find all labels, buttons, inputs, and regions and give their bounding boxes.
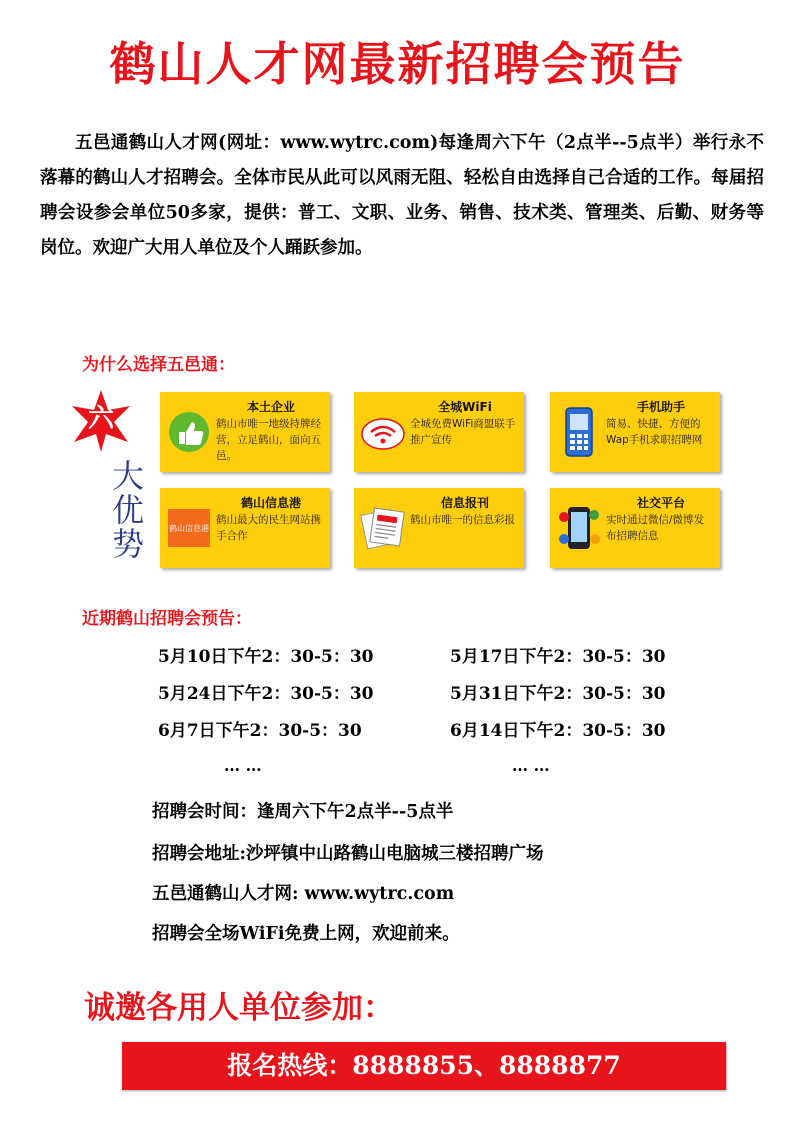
card-description: 简易、快捷、方便的Wap手机求职招聘网 — [606, 418, 703, 446]
card-heshan-info-port — [160, 488, 330, 568]
fair-date: 5月24日下午2：30-5：30 — [158, 684, 374, 704]
card-description: 全城免费WiFi商盟联手推广宣传 — [410, 418, 516, 446]
info-port-logo — [166, 498, 212, 558]
page-title: 鹤山人才网最新招聘会预告 — [109, 37, 686, 91]
wifi-icon — [360, 402, 406, 462]
fair-time: 招聘会时间：逢周六下午2点半--5点半 — [152, 802, 454, 822]
card-title: 本土企业 — [246, 400, 295, 414]
six-advantages-emblem — [66, 388, 156, 578]
hotline-banner: 报名热线：8888855、8888877 — [122, 1042, 726, 1090]
fair-date: 6月7日下午2：30-5：30 — [158, 721, 362, 741]
six-word-1: 大 — [112, 457, 145, 495]
date-row — [0, 642, 795, 672]
card-title: 鹤山信息港 — [240, 496, 301, 510]
card-title: 社交平台 — [636, 496, 685, 510]
why-choose-heading: 为什么选择五邑通： — [82, 355, 235, 375]
card-mobile-assistant — [550, 392, 720, 472]
card-social-platform — [550, 488, 720, 568]
fair-date: 6月14日下午2：30-5：30 — [450, 721, 666, 741]
card-title: 全城WiFi — [438, 400, 492, 414]
fair-address: 招聘会地址:沙坪镇中山路鹤山电脑城三楼招聘广场 — [152, 844, 544, 864]
mobile-phone-icon — [556, 402, 602, 462]
card-local-enterprise — [160, 392, 330, 472]
card-description: 实时通过微信/微博发布招聘信息 — [606, 514, 705, 542]
card-title: 手机助手 — [636, 400, 685, 414]
fair-date: 5月17日下午2：30-5：30 — [450, 647, 666, 667]
invite-heading: 诚邀各用人单位参加： — [84, 990, 394, 1026]
date-row — [0, 679, 795, 709]
six-word-3: 势 — [112, 525, 145, 563]
info-port-logo-text: 鹤山信息港 — [169, 524, 209, 533]
fair-date: 5月10日下午2：30-5：30 — [158, 647, 374, 667]
more-dates-ellipsis: … … — [512, 756, 550, 775]
thumbs-up-icon — [166, 402, 212, 462]
card-info-newspaper — [354, 488, 524, 568]
more-dates-ellipsis: … … — [224, 756, 262, 775]
intro-paragraph: 五邑通鹤山人才网(网址：www.wytrc.com)每逢周六下午（2点半--5点半）举行永不落幕的鹤山人才招聘会。全体市民从此可以风雨无阻、轻松自由选择自己合适的工作。每届招聘会设参会单位50多家，提供：普工、文职、业务、销售、技术类、管理类、后勤、财务等岗位。欢迎广大用人单位及个人踊跃参加。 — [40, 133, 764, 258]
website: 五邑通鹤山人才网: www.wytrc.com — [152, 884, 455, 904]
fair-date: 5月31日下午2：30-5：30 — [450, 684, 666, 704]
card-title: 信息报刊 — [440, 496, 489, 510]
card-description: 鹤山最大的民生网站携手合作 — [216, 514, 321, 542]
card-citywide-wifi — [354, 392, 524, 472]
social-phone-icon — [556, 498, 602, 558]
newspaper-icon — [360, 498, 406, 558]
card-description: 鹤山市唯一地级持牌经营，立足鹤山，面向五邑。 — [216, 418, 321, 462]
six-word-2: 优 — [112, 491, 145, 529]
recent-fairs-heading: 近期鹤山招聘会预告： — [82, 609, 252, 629]
wifi-notice: 招聘会全场WiFi免费上网，欢迎前来。 — [152, 924, 460, 944]
six-number: 六 — [87, 404, 114, 434]
card-description: 鹤山市唯一的信息彩报 — [410, 514, 515, 526]
date-row — [0, 716, 795, 746]
